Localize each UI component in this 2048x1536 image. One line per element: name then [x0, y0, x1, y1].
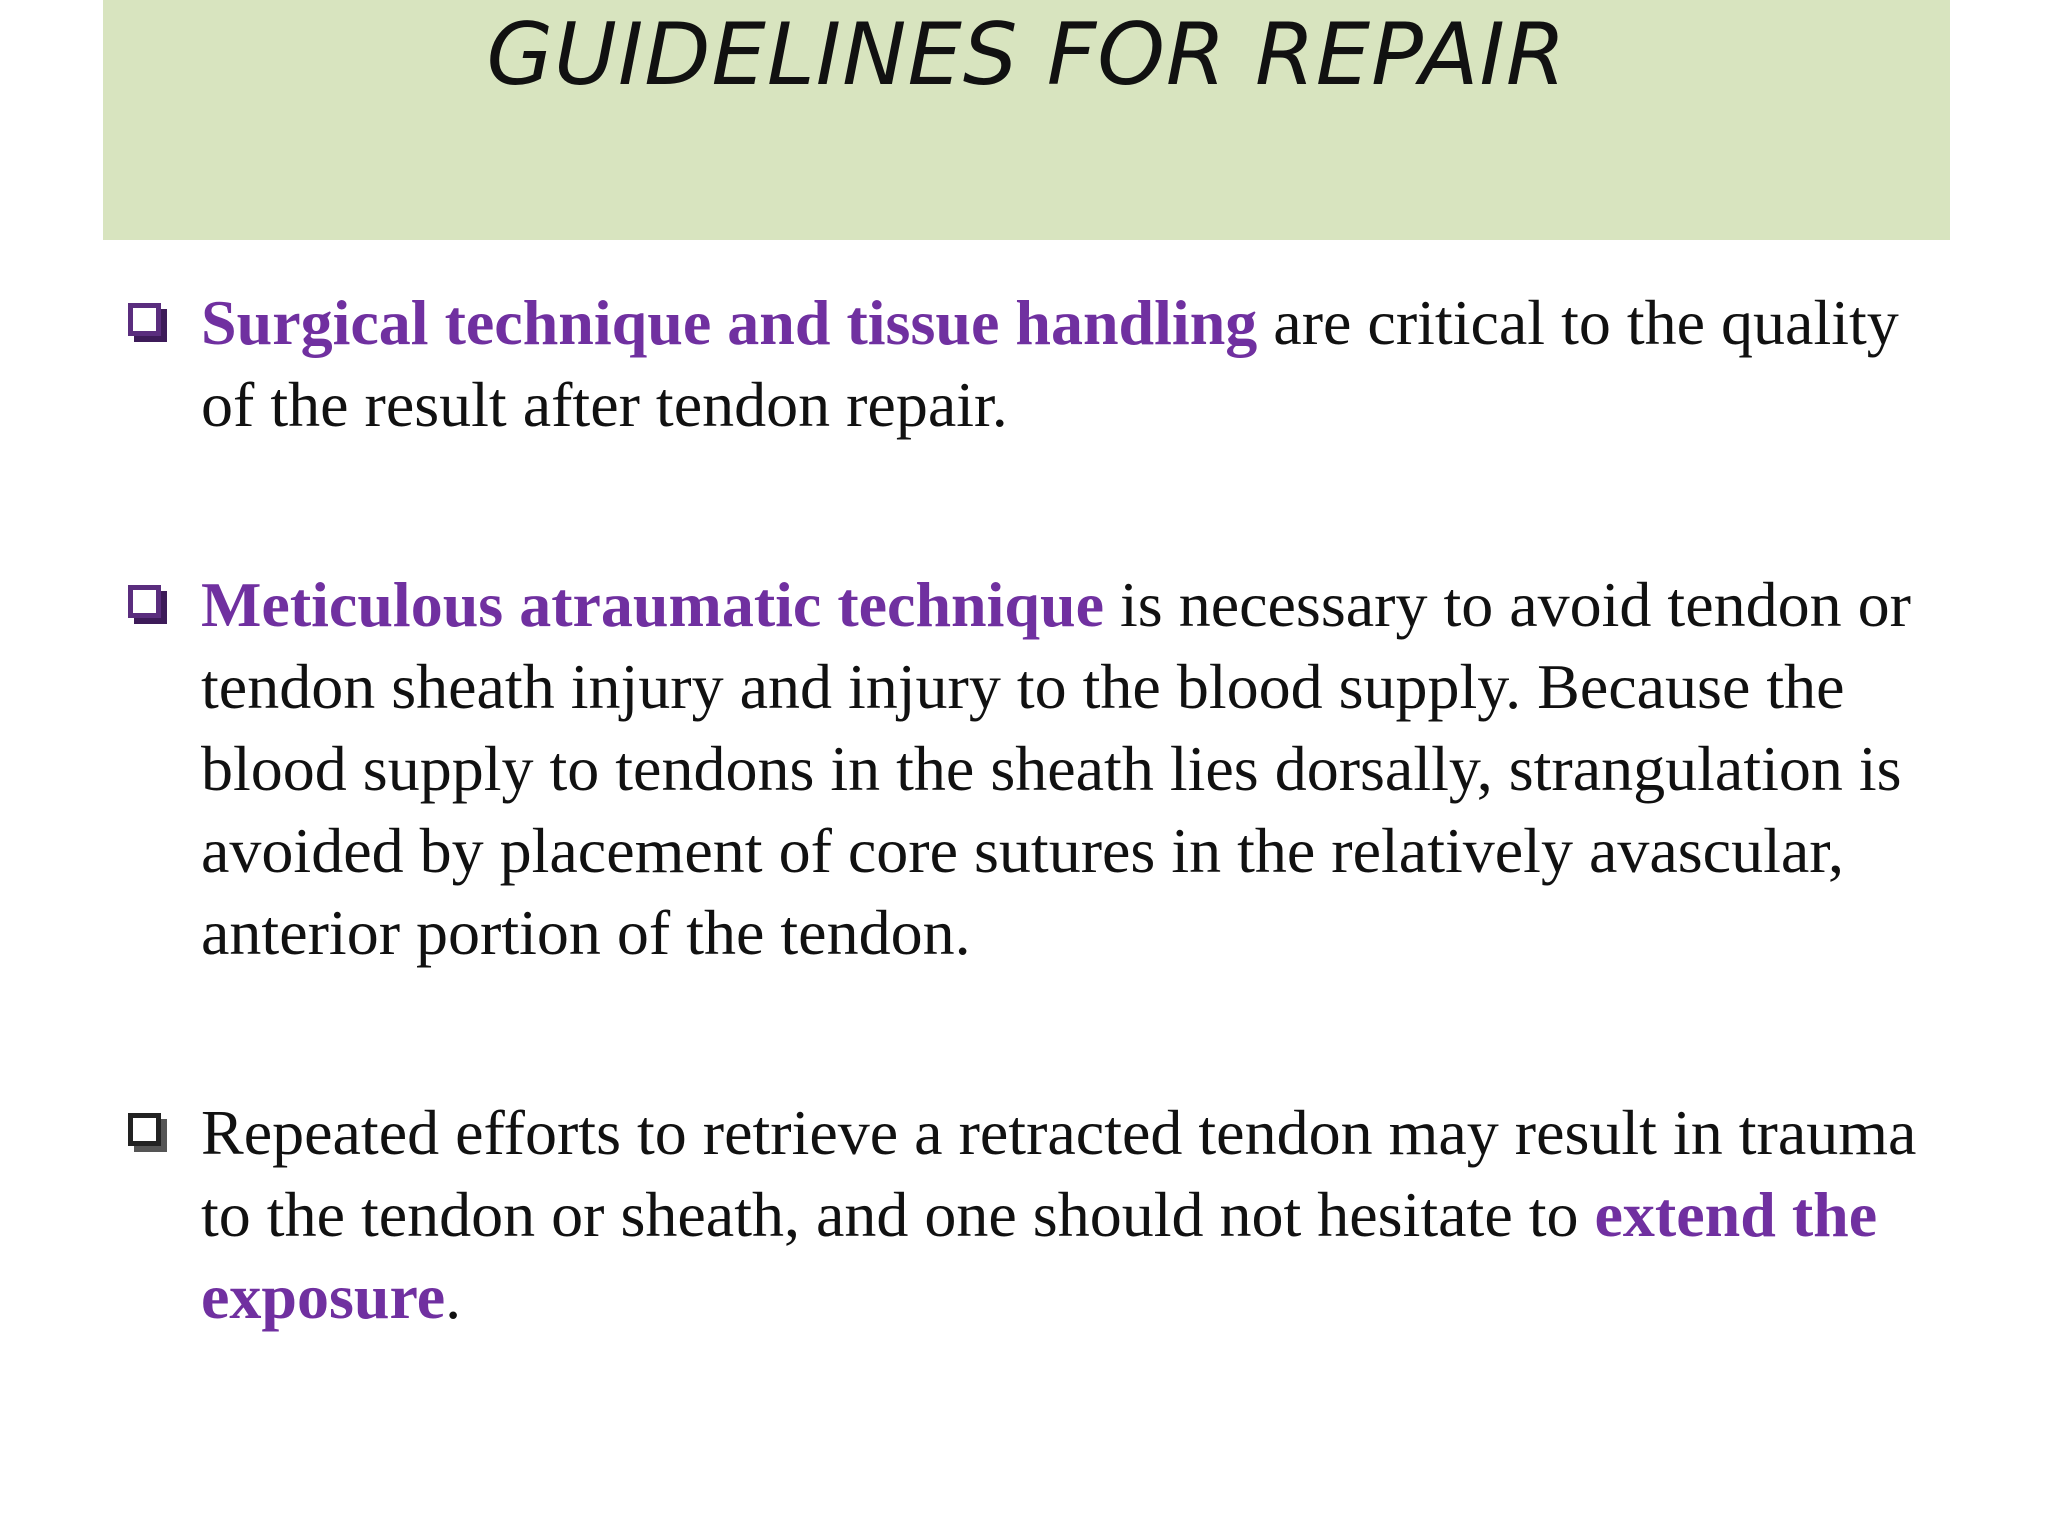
checkbox-square-icon — [128, 303, 161, 336]
bullet-highlight: Meticulous atraumatic technique — [201, 569, 1104, 640]
checkbox-square-icon — [128, 1113, 161, 1146]
bullet-highlight: Surgical technique and tissue handling — [201, 287, 1258, 358]
bullet-trailing: . — [445, 1261, 462, 1332]
bullet-item — [126, 564, 1956, 974]
checkbox-square-icon — [128, 585, 161, 618]
bullet-text: is necessary to avoid tendon or tendon sheath injury and injury to the blood supply. Because the blood supply to tendons in the sheath lies dorsally, strangulation is avoided by placement of core sutures in the relatively avascular, anterior portion of the tendon. — [201, 569, 1911, 968]
bullet-list — [126, 282, 1956, 1338]
slide-title: GUIDELINES FOR REPAIR — [486, 5, 1567, 105]
bullet-highlight: extend the exposure — [201, 1179, 1878, 1332]
bullet-text: are critical to the quality of the result after tendon repair. — [201, 287, 1899, 440]
bullet-item — [126, 1092, 1956, 1338]
bullet-text: Repeated efforts to retrieve a retracted tendon may result in trauma to the tendon or sheath, and one should not hesitate to — [201, 1097, 1917, 1250]
bullet-item — [126, 282, 1956, 446]
title-band — [103, 0, 1950, 240]
